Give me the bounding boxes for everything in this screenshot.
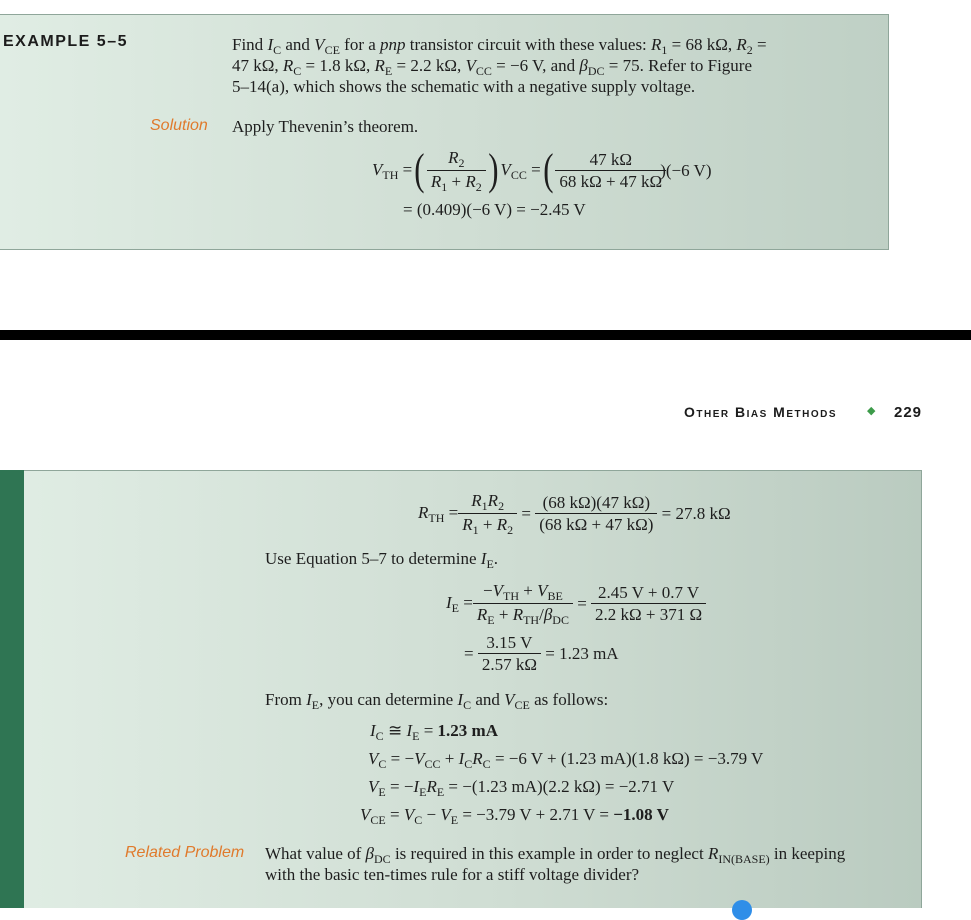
related-problem-label: Related Problem [125,844,245,861]
example-label: EXAMPLE 5–5 [3,33,128,50]
solution-label: Solution [150,117,208,134]
margin-accent-bar [0,470,24,908]
vc-line: $V_C = -V_{CC} + I_CR_C = -6$ V + (1.23 mA)(1.8 kΩ) = −3.79 V [368,749,764,771]
vth-result: = (0.409)(−6 V) = −2.45 V [403,200,586,219]
scroll-indicator-dot [732,900,752,920]
vth-fraction-symbolic: $\frac{R_2}{R_1 + R_2}$ [427,147,486,194]
vth-equation: $V_{TH}$ = ( $\frac{R_2}{R_1 + R_2}$ ) $V_{CC}$ = ( $\frac{47 k\Omega}{68 k\Omega + 47 k\Omega}$ )(−6 V) [372,145,712,194]
ie-result-line: = $\frac{3.15 V}{2.57 k\Omega}$ = 1.23 mA [464,632,619,674]
page-number: 229 [894,404,923,421]
vce-line: $V_{CE} = V_C - V_E = -3.79$ V + 2.71 V = −1.08 V [360,805,669,827]
diamond-icon: ◆ [867,405,876,417]
problem-line-1: Find $I_C$ and $V_{CE}$ for a pnp transistor circuit with these values: $R_1 = 68$ kΩ, $R_2$ = [232,35,767,57]
ie-equation: $I_E$ = $\frac{-V_{TH} + V_{BE}}{R_E + R_{TH}/\beta_{DC}}$ = $\frac{2.45 V + 0.7 V}{2.2 k\Omega + 371 \Omega}$ [446,578,706,628]
problem-line-2: 47 kΩ, $R_C = 1.8$ kΩ, $R_E = 2.2$ kΩ, $V_{CC} = -6$ V, and $\beta_{DC} = 75$. Refer to Figure [232,56,752,78]
ic-line: $I_C$ ≅ $I_E = 1.23$ mA [370,721,498,743]
section-title: Other Bias Methods [684,404,838,420]
vth-tail: )(−6 V) [660,160,712,180]
rth-equation: $R_{TH}$ = $\frac{R_1R_2}{R_1 + R_2}$ = $\frac{(68 k\Omega)(47 k\Omega)}{(68 k\Omega + 47 k\Omega)}$ = 27.8 kΩ [418,490,731,537]
related-problem-line-2: with the basic ten-times rule for a stiff voltage divider? [265,865,640,884]
vth-fraction-values: $\frac{47 k\Omega}{68 k\Omega + 47 k\Omega}$ [555,149,666,192]
related-problem-line-1: What value of $\beta_{DC}$ is required in this example in order to neglect $R_{IN(BASE)}$ in keeping [265,844,846,866]
use-equation-text: Use Equation 5–7 to determine $I_E$. [265,549,499,571]
page-divider [0,330,971,340]
problem-line-3: 5–14(a), which shows the schematic with a negative supply voltage. [232,77,696,96]
ve-line: $V_E = -I_ER_E = -(1.23$ mA)(2.2 kΩ) = −2.71 V [368,777,675,799]
solution-intro: Apply Thevenin’s theorem. [232,117,419,136]
from-ie-text: From $I_E$, you can determine $I_C$ and $V_{CE}$ as follows: [265,690,609,712]
